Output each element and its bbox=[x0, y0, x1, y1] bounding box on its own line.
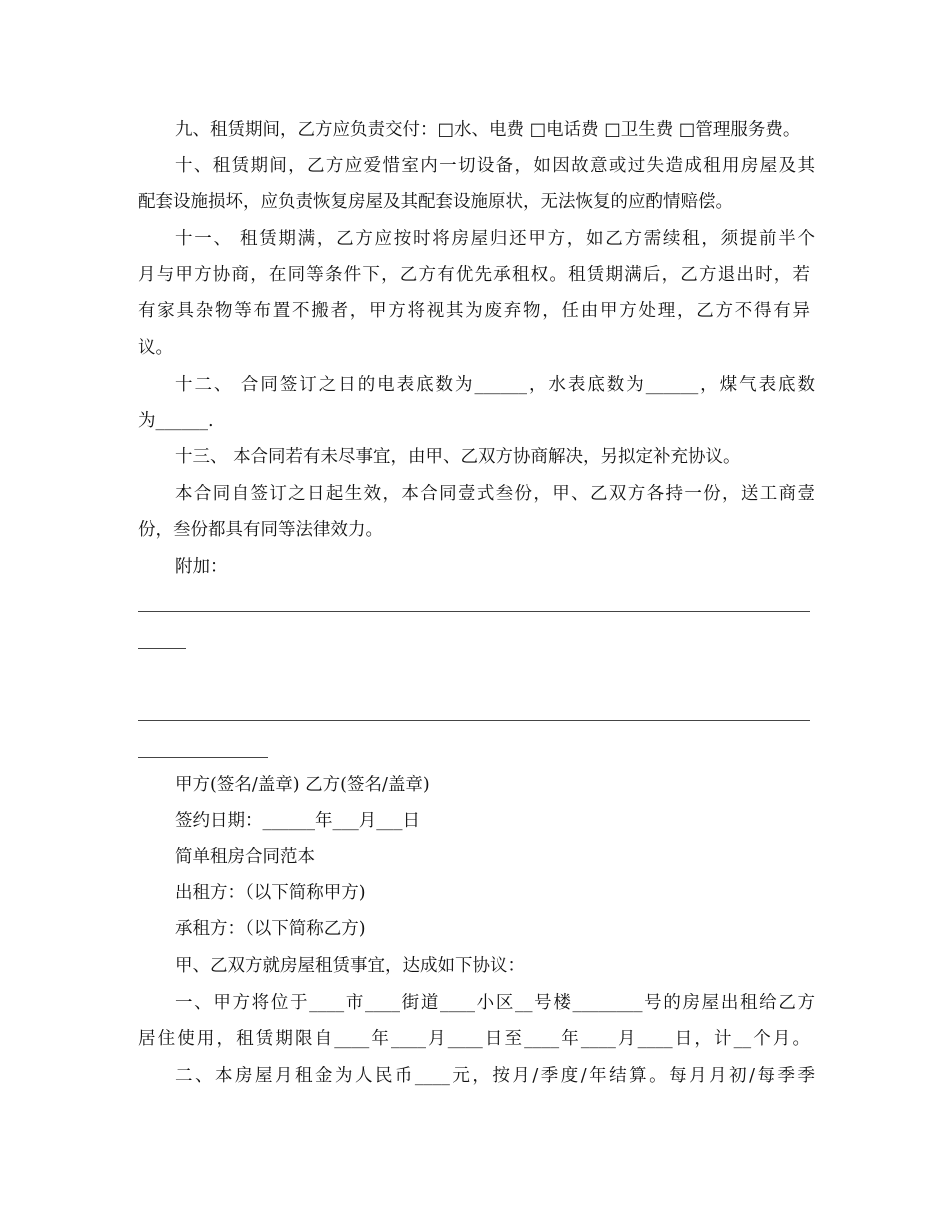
template-title: 简单租房合同范本 bbox=[175, 847, 315, 867]
clause-1-line-1: 一、甲方将位于____市____街道____小区__号楼________号的房屋出租给乙方 bbox=[175, 993, 815, 1013]
clause-12-line-2: 为______. bbox=[138, 411, 214, 431]
agreement-intro: 甲、乙双方就房屋租赁事宜，达成如下协议： bbox=[175, 956, 525, 976]
effect-line-2: 份，叁份都具有同等法律效力。 bbox=[138, 520, 383, 540]
attachment-label: 附加： bbox=[175, 557, 228, 577]
sign-date: 签约日期：______年___月___日 bbox=[175, 811, 420, 831]
clause-11-line-3: 有家具杂物等布置不搬者，甲方将视其为废弃物，任由甲方处理，乙方不得有异 bbox=[138, 301, 810, 321]
clause-10-line-1: 十、租赁期间，乙方应爱惜室内一切设备，如因故意或过失造成租用房屋及其 bbox=[175, 156, 815, 176]
lessee-line: 承租方：（以下简称乙方) bbox=[175, 919, 366, 939]
attachment-rule-2-tail bbox=[138, 757, 268, 758]
clause-11-line-2: 月与甲方协商，在同等条件下，乙方有优先承租权。租赁期满后，乙方退出时，若 bbox=[138, 265, 810, 285]
lessor-line: 出租方：（以下简称甲方) bbox=[175, 883, 366, 903]
effect-line-1: 本合同自签订之日起生效，本合同壹式叁份，甲、乙双方各持一份，送工商壹 bbox=[175, 484, 815, 504]
clause-11-line-4: 议。 bbox=[138, 338, 173, 358]
clause-10-line-2: 配套设施损坏，应负责恢复房屋及其配套设施原状，无法恢复的应酌情赔偿。 bbox=[138, 192, 733, 212]
attachment-rule-1 bbox=[138, 611, 810, 612]
attachment-rule-2 bbox=[138, 720, 810, 721]
clause-11-line-1: 十一、 租赁期满，乙方应按时将房屋归还甲方，如乙方需续租，须提前半个 bbox=[175, 229, 815, 249]
clause-9: 九、租赁期间，乙方应负责交付：□水、电费 □电话费 □卫生费 □管理服务费。 bbox=[175, 120, 801, 140]
attachment-rule-1-tail bbox=[138, 648, 186, 649]
clause-13: 十三、 本合同若有未尽事宜，由甲、乙双方协商解决，另拟定补充协议。 bbox=[175, 447, 741, 467]
clause-2-line-1: 二、本房屋月租金为人民币____元，按月/季度/年结算。每月月初/每季季 bbox=[175, 1066, 815, 1086]
clause-12-line-1: 十二、 合同签订之日的电表底数为______，水表底数为______，煤气表底数 bbox=[175, 375, 815, 395]
signature-line: 甲方(签名/盖章) 乙方(签名/盖章) bbox=[175, 775, 430, 795]
clause-1-line-2: 居住使用，租赁期限自____年____月____日至____年____月____日，计__个月。 bbox=[138, 1029, 810, 1049]
